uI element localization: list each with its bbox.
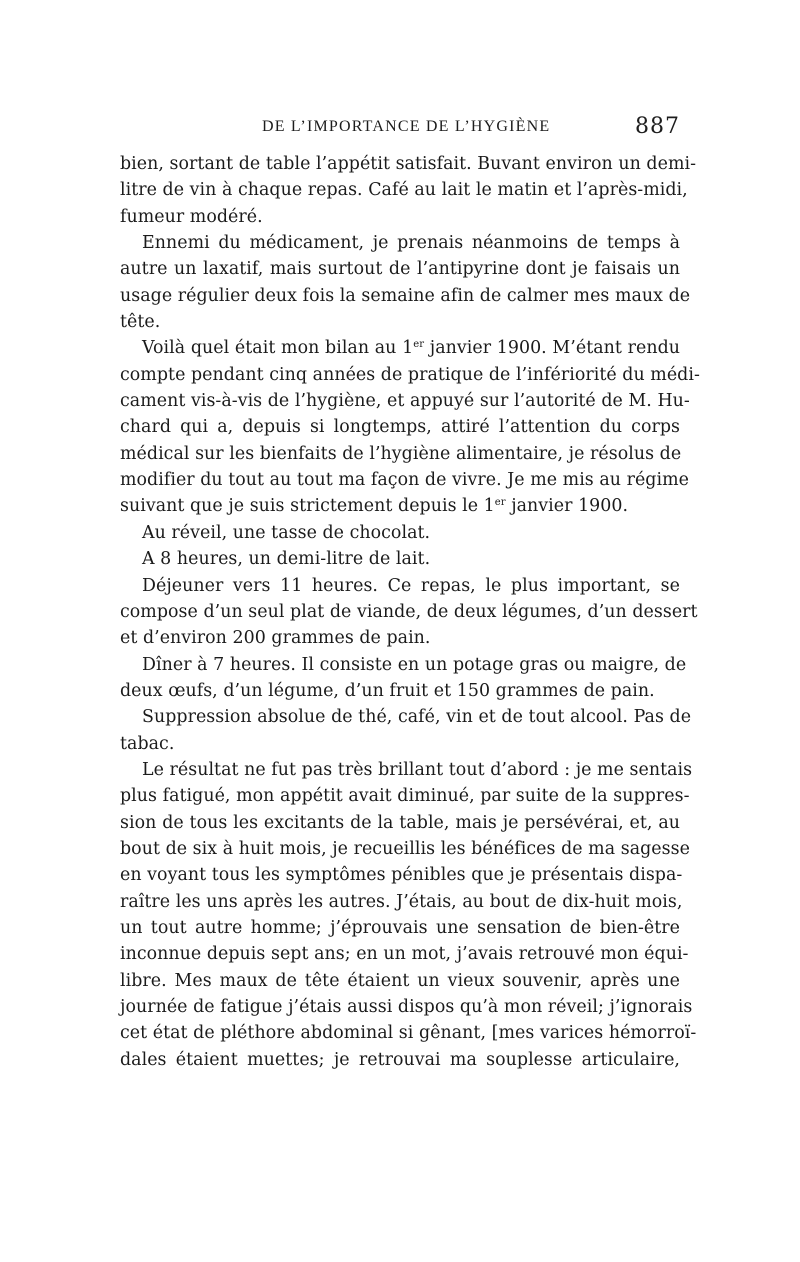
text-line: fumeur modéré. bbox=[120, 206, 263, 227]
page-number: 887 bbox=[635, 114, 680, 139]
text-line: suivant que je suis strictement depuis le 1er janvier 1900. bbox=[120, 496, 629, 517]
text-line: litre de vin à chaque repas. Café au lait le matin et l’après-midi, bbox=[120, 180, 688, 201]
text-line: modifier du tout au tout ma façon de vivre. Je me mis au régime bbox=[120, 470, 689, 491]
text-line: compte pendant cinq années de pratique de l’infériorité du médi- bbox=[120, 364, 700, 385]
ordinal-superscript: er bbox=[413, 339, 425, 351]
text-line: Déjeuner vers 11 heures. Ce repas, le plus important, se bbox=[142, 575, 680, 596]
text-line: en voyant tous les symptômes pénibles que je présentais dispa- bbox=[120, 865, 683, 886]
text-line: Au réveil, une tasse de chocolat. bbox=[142, 522, 431, 543]
ordinal-superscript: er bbox=[494, 497, 506, 509]
text-line: A 8 heures, un demi-litre de lait. bbox=[142, 549, 431, 570]
text-line: Voilà quel était mon bilan au 1er janvier 1900. M’étant rendu bbox=[142, 338, 681, 359]
text-line: autre un laxatif, mais surtout de l’antipyrine dont je faisais un bbox=[120, 259, 680, 280]
text-line: plus fatigué, mon appétit avait diminué, par suite de la suppres- bbox=[120, 786, 690, 807]
text-line: tête. bbox=[120, 312, 161, 333]
text-line: cament vis-à-vis de l’hygiène, et appuyé sur l’autorité de M. Hu- bbox=[120, 391, 690, 412]
text-line: bien, sortant de table l’appétit satisfait. Buvant environ un demi- bbox=[120, 154, 697, 174]
text-line: compose d’un seul plat de viande, de deux légumes, d’un dessert bbox=[120, 601, 698, 622]
text-line: libre. Mes maux de tête étaient un vieux souvenir, après une bbox=[120, 970, 680, 991]
text-line: un tout autre homme; j’éprouvais une sensation de bien-être bbox=[120, 917, 680, 938]
text-line: inconnue depuis sept ans; en un mot, j’avais retrouvé mon équi- bbox=[120, 944, 689, 965]
text-line: et d’environ 200 grammes de pain. bbox=[120, 628, 431, 649]
text-line: chard qui a, depuis si longtemps, attiré l’attention du corps bbox=[120, 417, 680, 438]
text-line: raître les uns après les autres. J’étais, au bout de dix-huit mois, bbox=[120, 891, 683, 912]
text-line: médical sur les bienfaits de l’hygiène alimentaire, je résolus de bbox=[120, 443, 682, 464]
text-line: journée de fatigue j’étais aussi dispos qu’à mon réveil; j’ignorais bbox=[120, 997, 693, 1017]
text-line: tabac. bbox=[120, 733, 175, 754]
text-line: cet état de pléthore abdominal si gênant, [mes varices hémorroï- bbox=[120, 1023, 697, 1044]
body-text bbox=[120, 151, 700, 1073]
running-head bbox=[122, 114, 684, 144]
text-line: Dîner à 7 heures. Il consiste en un potage gras ou maigre, de bbox=[142, 654, 687, 675]
text-line: bout de six à huit mois, je recueillis les bénéfices de ma sagesse bbox=[120, 838, 690, 859]
text-line: sion de tous les excitants de la table, mais je persévérai, et, au bbox=[120, 812, 680, 833]
text-line: Le résultat ne fut pas très brillant tout d’abord : je me sentais bbox=[142, 759, 693, 780]
text-line: Suppression absolue de thé, café, vin et de tout alcool. Pas de bbox=[142, 707, 692, 728]
text-line: deux œufs, d’un légume, d’un fruit et 150 grammes de pain. bbox=[120, 680, 655, 701]
text-line: usage régulier deux fois la semaine afin de calmer mes maux de bbox=[120, 285, 691, 306]
text-line: dales étaient muettes; je retrouvai ma souplesse articulaire, bbox=[120, 1049, 680, 1070]
text-line: Ennemi du médicament, je prenais néanmoins de temps à bbox=[142, 233, 680, 254]
running-title: DE L’IMPORTANCE DE L’HYGIÈNE bbox=[262, 118, 551, 135]
